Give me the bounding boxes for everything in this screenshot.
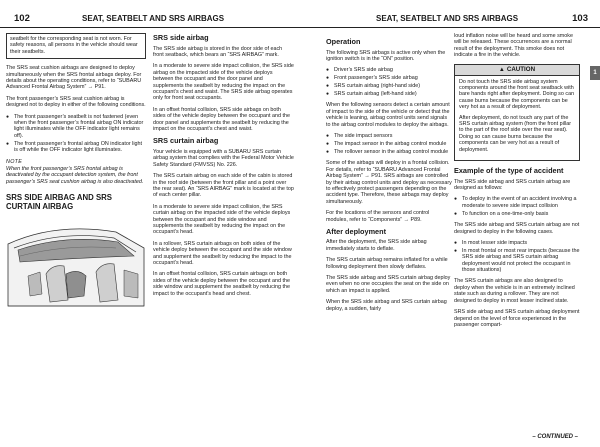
left-column-2 xyxy=(153,33,294,302)
after-deployment-heading: After deployment xyxy=(326,226,387,236)
paragraph: In an offset frontal collision, SRS side airbags on both sides of the vehicle deploy between the occupant and the door panel and supplements the seatbelt by reducing the impact on the occupant’s chest and waist. xyxy=(153,106,290,132)
paragraph: The SRS seat cushion airbags are designed to deploy simultaneously when the SRS frontal airbags deploy. For details about the operating conditions, refer to “SUBARU Advanced Frontal Airbag System” → P91. xyxy=(6,65,142,91)
page-number-left: 102 xyxy=(14,13,30,24)
caution-text: After deployment, do not touch any part of the SRS curtain airbag system (from the front pillar to the part of the roof side over the rear seat). Doing so can cause burns because the components can be very hot as a result of deployment. xyxy=(459,114,572,153)
list-item: ● SRS curtain airbag (right-hand side) xyxy=(326,83,452,89)
list-item: ● Front passenger’s SRS side airbag xyxy=(326,75,452,81)
list-item: ● To function on a one-time-only basis xyxy=(454,211,580,217)
paragraph: In a moderate to severe side impact collision, the SRS curtain airbag on the impacted side of the vehicle deploys between the occupant and the side window and supplements the seatbelt by reducing the impact on the occupant’s head. xyxy=(153,203,291,236)
list-item: ● The rollover sensor in the airbag control module xyxy=(326,149,452,155)
paragraph: Your vehicle is equipped with a SUBARU SRS curtain airbag system that complies with the Federal Motor Vehicle Safety Standard (FMVSS) No. 226. xyxy=(153,148,294,168)
paragraph: The SRS curtain airbag on each side of the cabin is stored in the roof side (between the front pillar and a point over the rear seat). An “SRS AIRBAG” mark is located at the top of each center pillar. xyxy=(153,173,294,199)
header-title-left: SEAT, SEATBELT AND SRS AIRBAGS xyxy=(82,14,225,23)
paragraph: The SRS side airbag and SRS curtain airbag deploy even when no one occupies the seat on the side on which an impact is applied. xyxy=(326,275,451,294)
paragraph: The SRS side airbag is stored in the door side of each front seatback, which bears an “SRS AIRBAG” mark. xyxy=(153,45,283,58)
caution-box xyxy=(454,64,580,161)
list-item: ● In most frontal or most rear impacts (because the SRS side airbag and SRS curtain airbag deployment would not protect the occupant in those situations) xyxy=(454,248,580,274)
design-list xyxy=(454,196,580,217)
page-number-right: 103 xyxy=(572,13,588,24)
paragraph: The following SRS airbags is active only when the ignition switch is in the “ON” position. xyxy=(326,49,446,62)
note-text: When the front passenger’s SRS frontal airbag is deactivated by the occupant detection system, the front passenger’s SRS seat cushion airbag is also deactivated. xyxy=(6,166,144,185)
list-item: ● The impact sensor in the airbag control module xyxy=(326,141,452,147)
curtain-airbag-heading: SRS curtain airbag xyxy=(153,136,219,146)
right-column-1 xyxy=(326,37,452,317)
paragraph: The SRS curtain airbags are also designed to deploy when the vehicle is in an extremely inclined state such as during a rollover. They are not designed to deploy in most lesser inclined state. xyxy=(454,278,575,304)
paragraph: The front passenger’s SRS seat cushion airbag is designed not to deploy in either of the following conditions. xyxy=(6,95,146,109)
paragraph: Some of the airbags will deploy in a frontal collision. For details, refer to “SUBARU Advanced Frontal Airbag System” → P91. SRS airbags are controlled by their airbag control units and deploy as necessary to effectively protect passengers depending on the accident type. Therefore, these airbags may deploy simultaneously. xyxy=(326,160,452,205)
paragraph: After the deployment, the SRS side airbag immediately starts to deflate. xyxy=(326,239,427,252)
car-interior-illustration xyxy=(6,214,146,310)
paragraph: The SRS side airbag and SRS curtain airbag are not designed to deploy in the following cases. xyxy=(454,222,580,235)
caution-header: ▲ CAUTION xyxy=(455,65,579,76)
paragraph: loud inflation noise will be heard and some smoke will be released. These occurrences are a normal result of the deployment. This smoke does not indicate a fire in the vehicle. xyxy=(454,33,573,59)
caution-text: Do not touch the SRS side airbag system components around the front seat seatback with bare hands right after deployment. Doing so can cause burns because the components can be very hot as a result of deployment. xyxy=(459,78,575,111)
paragraph: In a rollover, SRS curtain airbags on both sides of the vehicle deploy between the occupant and the side window and supplement the seatbelt by reducing the impact to the occupant’s head. xyxy=(153,240,292,266)
list-item: ● To deploy in the event of an accident involving a moderate to severe side impact collision xyxy=(454,196,580,209)
section-heading: SRS SIDE AIRBAG AND SRS CURTAIN AIRBAG xyxy=(6,193,112,212)
paragraph: For the locations of the sensors and control modules, refer to “Components” → P89. xyxy=(326,210,430,223)
header-title-right: SEAT, SEATBELT AND SRS AIRBAGS xyxy=(376,14,519,23)
warning-triangle-icon: ▲ xyxy=(498,66,505,73)
paragraph: The SRS curtain airbag remains inflated for a while following deployment then slowly deflates. xyxy=(326,257,448,270)
paragraph: SRS side airbag and SRS curtain airbag deployment depend on the level of force experienced in the passenger compart- xyxy=(454,309,580,328)
right-column-2 xyxy=(454,33,580,333)
list-item: ● Driver’s SRS side airbag xyxy=(326,67,452,73)
paragraph: The SRS side airbag and SRS curtain airbag are designed as follows: xyxy=(454,178,571,191)
example-heading: Example of the type of accident xyxy=(454,166,564,176)
paragraph: In an offset frontal collision, SRS curtain airbags on both sides of the vehicle deploy between the occupant and the side window and supplement the seatbelt by reducing the impact to the occupant’s head and chest. xyxy=(153,271,290,297)
operation-heading: Operation xyxy=(326,37,361,46)
header-rule-left xyxy=(0,27,300,28)
side-airbag-heading: SRS side airbag xyxy=(153,33,209,42)
left-column-1 xyxy=(6,33,146,310)
right-page xyxy=(300,0,600,447)
list-item: ● The side impact sensors xyxy=(326,133,452,139)
list-item: ● SRS curtain airbag (left-hand side) xyxy=(326,91,452,97)
chapter-tab: 1 xyxy=(590,66,600,80)
list-item: ● The front passenger’s seatbelt is not fastened (even when the front passenger’s frontal airbag ON indicator light illuminates while the OFF indicator light remains off). xyxy=(6,114,146,140)
list-item: ● In most lesser side impacts xyxy=(454,240,580,246)
paragraph: When the following sensors detect a certain amount of impact to the side of the vehicle or detect that the vehicle is leaning, airbag control units send signals to the airbag control modules to deploy the airbags. xyxy=(326,102,450,128)
exclusion-list xyxy=(454,240,580,274)
note-heading: NOTE xyxy=(6,158,23,165)
header-rule-right xyxy=(300,27,600,28)
warning-text: seatbelt for the corresponding seat is not worn. For safety reasons, all persons in the vehicle should wear their seatbelts. xyxy=(10,36,138,55)
airbag-list xyxy=(326,67,452,97)
continued-label: – CONTINUED – xyxy=(532,434,578,440)
sensor-list xyxy=(326,133,452,155)
caution-body xyxy=(455,76,579,160)
paragraph: In a moderate to severe side impact collision, the SRS side airbag on the impacted side of the vehicle deploys between the occupant and the door panel and supplements the seatbelt by reducing the impact on the occupant’s chest and waist. The SRS side airbag operates only for front seat occupants. xyxy=(153,63,294,102)
list-item: ● The front passenger’s frontal airbag ON indicator light is off while the OFF indicator light illuminates. xyxy=(6,141,146,154)
condition-list xyxy=(6,114,146,154)
paragraph: When the SRS side airbag and SRS curtain airbag deploy, a sudden, fairly xyxy=(326,299,447,312)
warning-box-continued xyxy=(6,33,146,59)
